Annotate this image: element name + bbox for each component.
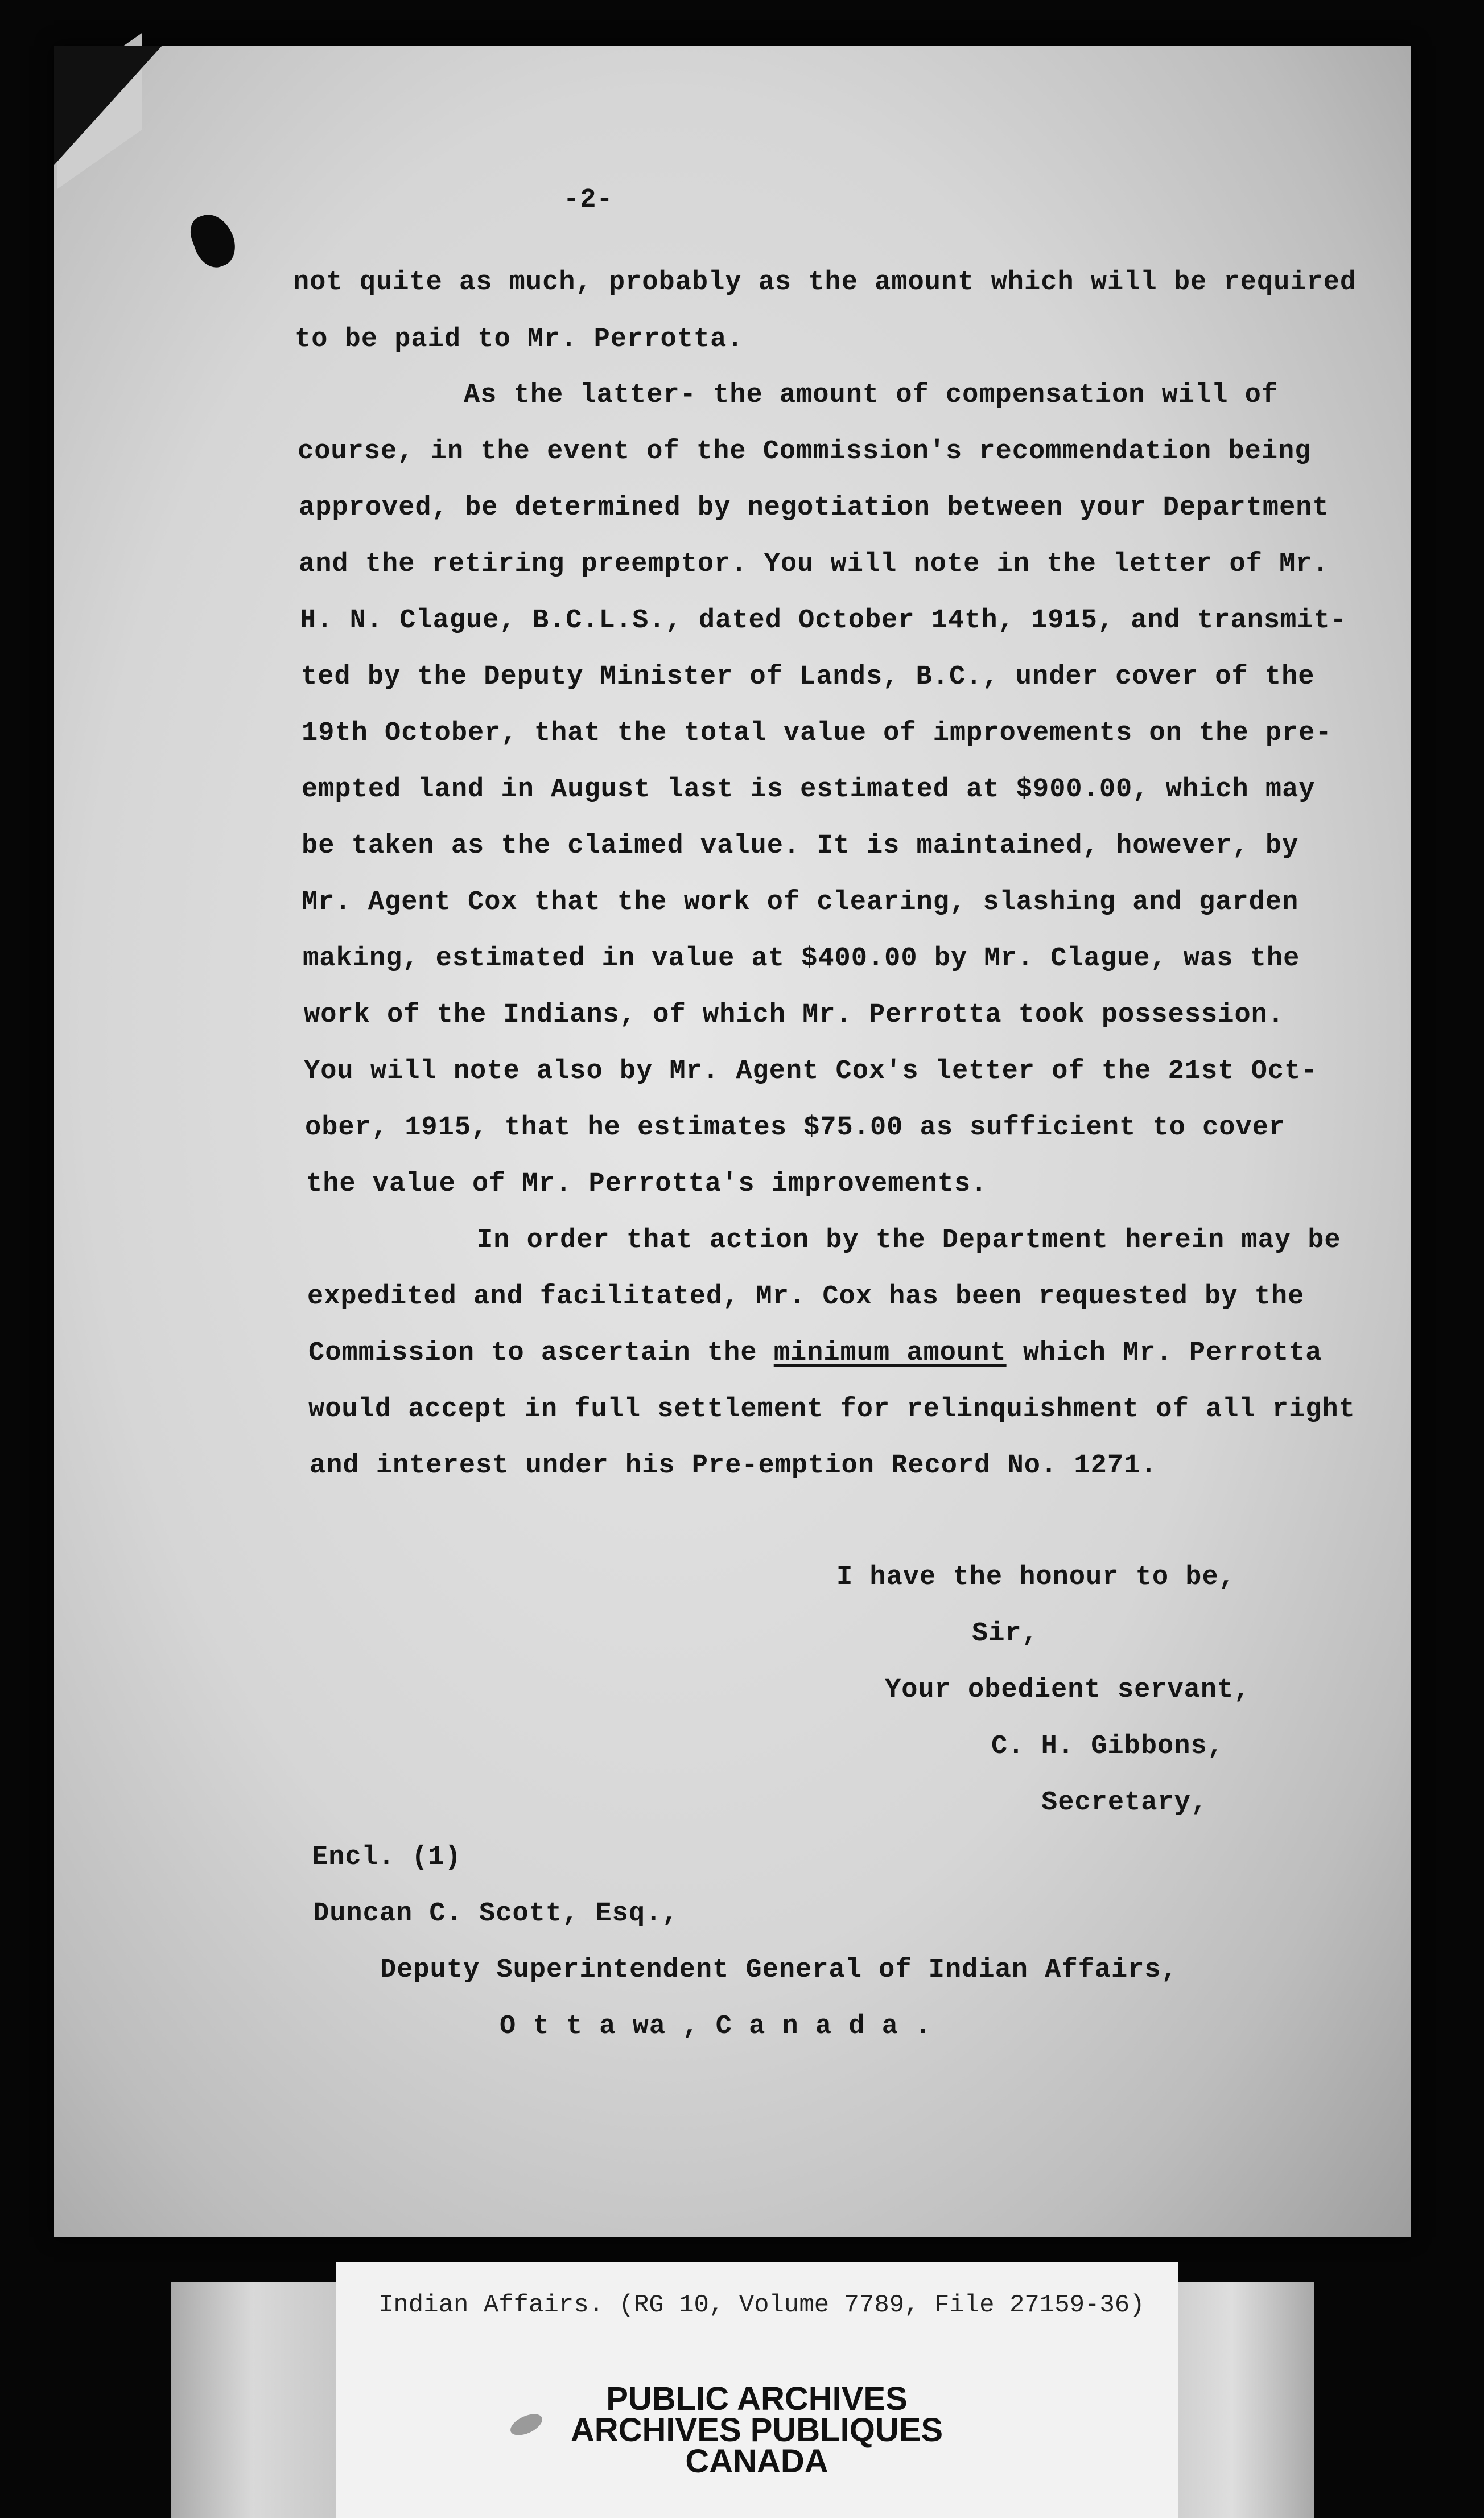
body-line: approved, be determined by negotiation between your Department (299, 493, 1329, 523)
signer-title: Secretary, (1041, 1788, 1208, 1818)
recipient-name: Duncan C. Scott, Esq., (313, 1899, 679, 1929)
archive-name-en: PUBLIC ARCHIVES (606, 2380, 908, 2417)
body-line: H. N. Clague, B.C.L.S., dated October 14th, 1915, and transmit- (300, 606, 1347, 636)
body-line: Commission to ascertain the minimum amount which Mr. Perrotta (308, 1338, 1322, 1368)
page-number: -2- (563, 185, 613, 215)
body-line: 19th October, that the total value of improvements on the pre- (302, 718, 1332, 748)
body-line: empted land in August last is estimated at $900.00, which may (302, 775, 1316, 805)
body-line: to be paid to Mr. Perrotta. (295, 324, 744, 355)
body-line: You will note also by Mr. Agent Cox's letter of the 21st Oct- (304, 1056, 1318, 1087)
corner-shadow (54, 46, 162, 165)
body-line: As the latter- the amount of compensation will of (464, 380, 1279, 410)
archive-name-fr: ARCHIVES PUBLIQUES (570, 2412, 943, 2449)
recipient-position: Deputy Superintendent General of Indian Affairs, (380, 1955, 1178, 1985)
body-line: be taken as the claimed value. It is maintained, however, by (302, 831, 1299, 861)
recipient-place: O t t a wa , C a n a d a . (500, 2011, 932, 2042)
body-line: Mr. Agent Cox that the work of clearing, slashing and garden (302, 887, 1299, 917)
body-line: not quite as much, probably as the amount which will be required (293, 268, 1357, 298)
body-line: ober, 1915, that he estimates $75.00 as sufficient to cover (305, 1113, 1286, 1143)
body-line: and interest under his Pre-emption Record No. 1271. (310, 1451, 1157, 1481)
closing-servant: Your obedient servant, (885, 1675, 1251, 1705)
body-line: and the retiring preemptor. You will note in the letter of Mr. (299, 549, 1329, 579)
body-line: work of the Indians, of which Mr. Perrotta took possession. (304, 1000, 1285, 1030)
body-line: expedited and facilitated, Mr. Cox has been requested by the (307, 1282, 1305, 1312)
closing-salutation: I have the honour to be, (836, 1562, 1235, 1593)
signer-name: C. H. Gibbons, (991, 1731, 1224, 1762)
body-line: the value of Mr. Perrotta's improvements. (306, 1169, 988, 1199)
enclosure-note: Encl. (1) (312, 1842, 461, 1873)
archive-reference: Indian Affairs. (RG 10, Volume 7789, File 27159-36) (378, 2291, 1145, 2319)
closing-sir: Sir, (972, 1619, 1038, 1649)
body-line: ted by the Deputy Minister of Lands, B.C., under cover of the (301, 662, 1315, 692)
body-line: making, estimated in value at $400.00 by Mr. Clague, was the (303, 944, 1300, 974)
body-line: would accept in full settlement for relinquishment of all right (308, 1394, 1355, 1425)
archive-country: CANADA (685, 2443, 828, 2480)
body-line: In order that action by the Department herein may be (477, 1225, 1341, 1256)
underlined-phrase: minimum amount (773, 1338, 1007, 1368)
body-line: course, in the event of the Commission's recommendation being (298, 437, 1312, 467)
strip-left-panel (171, 2282, 336, 2518)
